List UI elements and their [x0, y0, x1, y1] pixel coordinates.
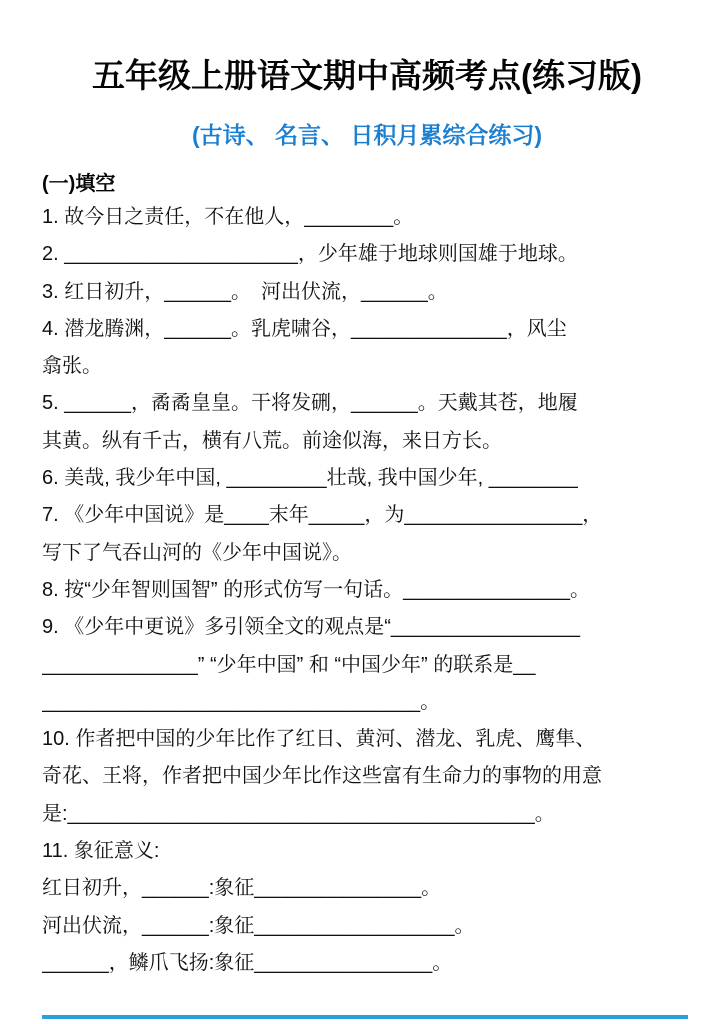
question-9-line-2: ______________” “少年中国” 和 “中国少年” 的联系是__: [42, 653, 536, 676]
page-title: 五年级上册语文期中高频考点(练习版): [92, 57, 642, 94]
question-11-heading: 11. 象征意义:: [42, 840, 160, 863]
question-11-line-2: 河出伏流，______:象征__________________。: [42, 914, 475, 937]
question-10-line-2: 奇花、王将，作者把中国少年比作这些富有生命力的事物的用意: [42, 765, 602, 788]
question-5-line-2: 其黄。纵有千古，横有八荒。前途似海，来日方长。: [42, 429, 502, 452]
question-list: [42, 199, 692, 982]
question-2-line: 2. _____________________，少年雄于地球则国雄于地球。: [42, 243, 578, 266]
question-9-line-1: 9. 《少年中更说》多引领全文的观点是“_________________: [42, 616, 580, 639]
question-10-line-3: 是:__________________________________________。: [42, 802, 555, 825]
question-10-line-1: 10. 作者把中国的少年比作了红日、黄河、潜龙、乳虎、鹰隼、: [42, 728, 596, 751]
question-7-line-1: 7. 《少年中国说》是____末年_____，为________________，: [42, 504, 603, 527]
question-11-line-1: 红日初升，______:象征_______________。: [42, 877, 442, 900]
question-9-line-3: __________________________________。: [42, 690, 441, 713]
question-4-line-1: 4. 潜龙腾渊，______。乳虎啸谷，______________，风尘: [42, 317, 567, 340]
question-3-line: 3. 红日初升，______。 河出伏流，______。: [42, 280, 448, 303]
question-6-line: 6. 美哉, 我少年中国, _________壮哉, 我中国少年, ________: [42, 467, 578, 490]
question-7-line-2: 写下了气吞山河的《少年中国说》。: [42, 541, 352, 564]
footer-accent-bar: [42, 1015, 688, 1019]
question-11-line-3: ______，鳞爪飞扬:象征________________。: [42, 951, 453, 974]
page-subtitle: (古诗、 名言、 日积月累综合练习): [191, 122, 543, 148]
question-5-line-1: 5. ______，矞矞皇皇。干将发硎，______。天戴其苍，地履: [42, 392, 578, 415]
question-1-line: 1. 故今日之责任，不在他人，________。: [42, 206, 414, 228]
section-heading: (一)填空: [42, 173, 116, 195]
question-4-line-2: 翕张。: [42, 355, 102, 378]
question-8-line: 8. 按“少年智则国智” 的形式仿写一句话。_______________。: [42, 578, 590, 601]
